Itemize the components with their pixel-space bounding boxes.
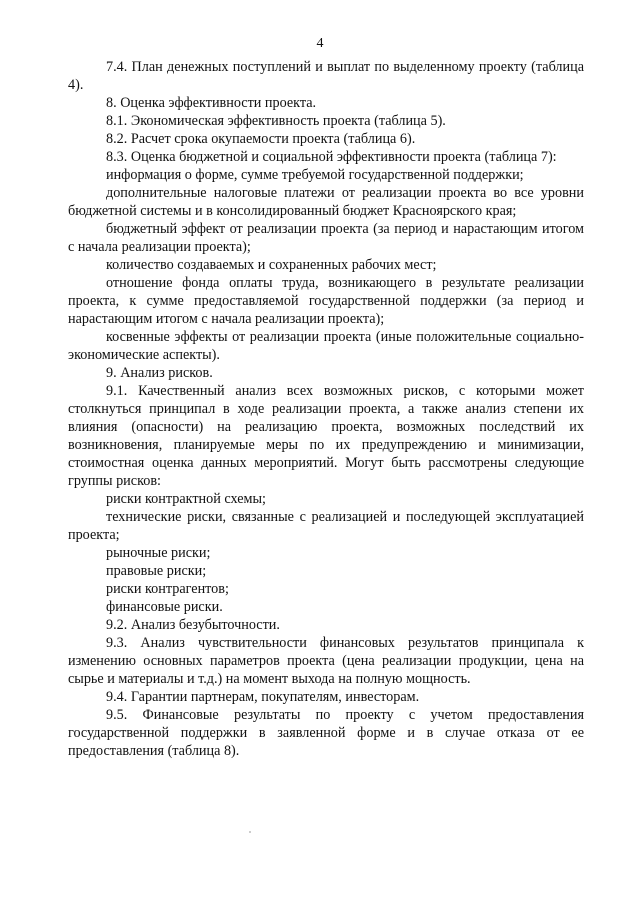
paragraph-9-5: 9.5. Финансовые результаты по проекту с учетом предоставления государственной поддержки в заявленной форме и в случае отказа от ее предоставления (таблица 8). <box>68 707 584 759</box>
list-item: информация о форме, сумме требуемой государственной поддержки; <box>106 167 524 183</box>
document-body <box>68 58 584 760</box>
list-item: рыночные риски; <box>106 545 211 561</box>
paragraph-9-3: 9.3. Анализ чувствительности финансовых результатов принципала к изменению основных параметров проекта (цена реализации продукции, цена на сырье и материалы и т.д.) на момент выхода на полную мощность. <box>68 635 584 687</box>
list-item: технические риски, связанные с реализацией и последующей эксплуатацией проекта; <box>68 509 584 543</box>
paragraph-8: 8. Оценка эффективности проекта. <box>106 95 317 111</box>
list-item: финансовые риски. <box>106 599 223 615</box>
scan-speck <box>249 831 251 833</box>
paragraph-9-4: 9.4. Гарантии партнерам, покупателям, инвесторам. <box>106 689 420 705</box>
paragraph-9-1: 9.1. Качественный анализ всех возможных рисков, с которыми может столкнуться принципал в ходе реализации проекта, а также анализ степени их влияния (опасности) на реализацию проекта, возможных последствий их возникновения, планируемые меры по их предупреждению и минимизации, стоимостная оценка данных мероприятий. Могут быть рассмотрены следующие группы рисков: <box>68 383 584 489</box>
paragraph-9-2: 9.2. Анализ безубыточности. <box>106 617 280 633</box>
paragraph-7-4: 7.4. План денежных поступлений и выплат по выделенному проекту (таблица 4). <box>68 59 584 93</box>
paragraph-8-3: 8.3. Оценка бюджетной и социальной эффективности проекта (таблица 7): <box>106 149 557 165</box>
page-number: 4 <box>316 36 324 51</box>
list-item: риски контрагентов; <box>106 581 229 597</box>
list-item: правовые риски; <box>106 563 207 579</box>
list-item: количество создаваемых и сохраненных рабочих мест; <box>106 257 437 273</box>
list-item: риски контрактной схемы; <box>106 491 266 507</box>
paragraph-8-2: 8.2. Расчет срока окупаемости проекта (таблица 6). <box>106 131 416 147</box>
paragraph-9: 9. Анализ рисков. <box>106 365 213 381</box>
list-item: дополнительные налоговые платежи от реализации проекта во все уровни бюджетной системы и в консолидированный бюджет Красноярского края; <box>68 185 584 219</box>
paragraph-8-1: 8.1. Экономическая эффективность проекта (таблица 5). <box>106 113 446 129</box>
list-item: отношение фонда оплаты труда, возникающего в результате реализации проекта, к сумме предоставляемой государственной поддержки (за период и нарастающим итогом с начала реализации проекта); <box>68 275 584 327</box>
list-item: бюджетный эффект от реализации проекта (за период и нарастающим итогом с начала реализации проекта); <box>68 221 584 255</box>
list-item: косвенные эффекты от реализации проекта (иные положительные социально-экономические аспекты). <box>68 329 584 363</box>
